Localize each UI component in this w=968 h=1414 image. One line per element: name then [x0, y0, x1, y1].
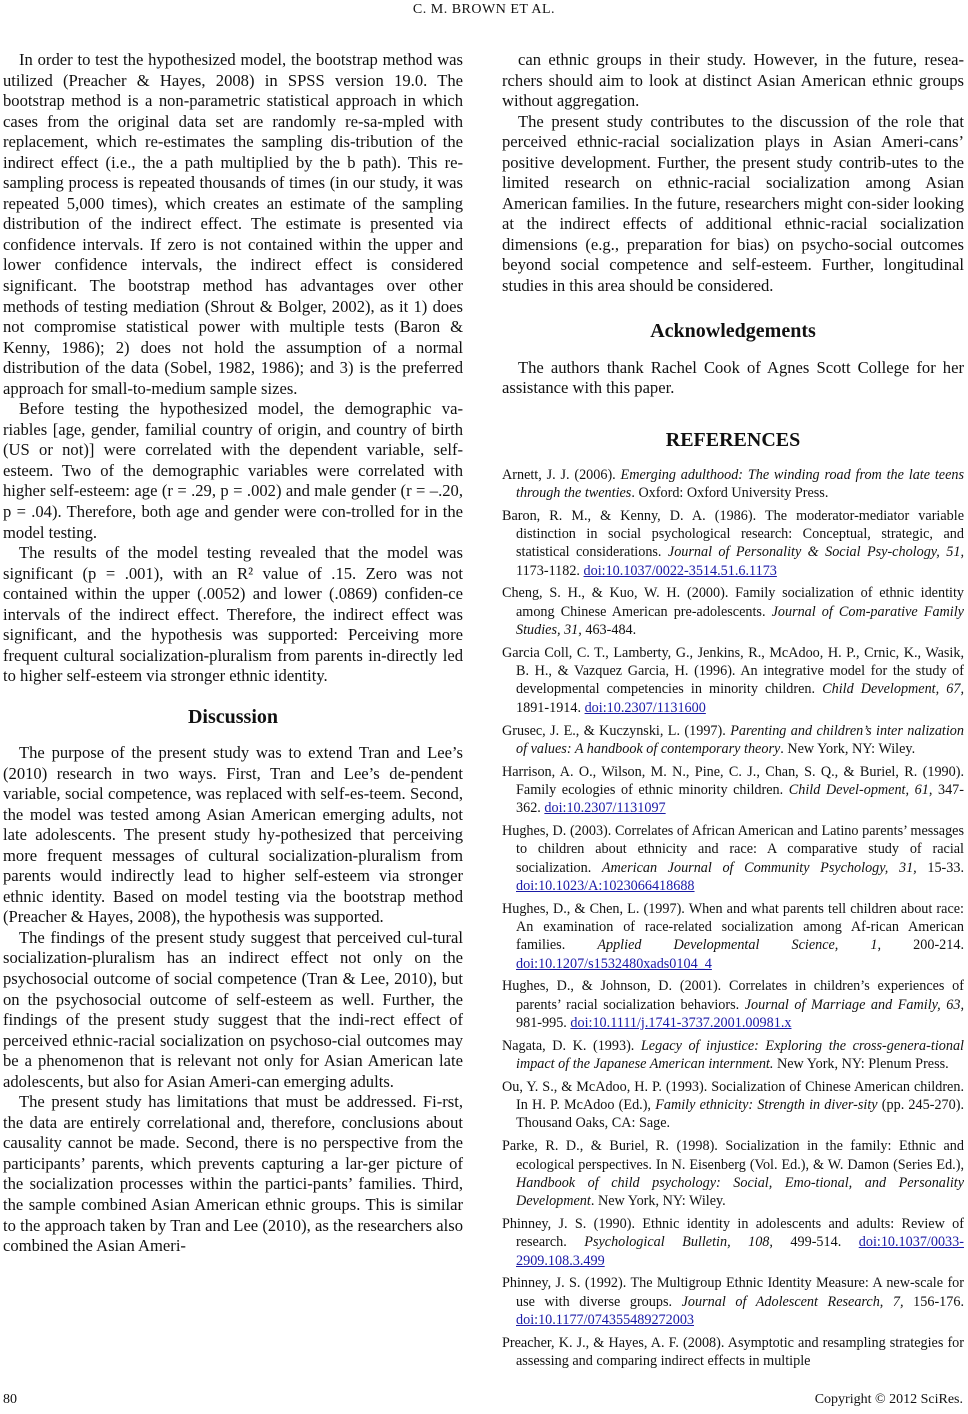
references-heading: REFERENCES	[665, 428, 801, 451]
reference-text: Grusec, J. E., & Kuczynski, L. (1997).	[502, 722, 731, 739]
doi-link[interactable]: doi:10.1177/074355489272003	[516, 1311, 695, 1328]
reference-source: Journal of Adolescent Research, 7,	[681, 1293, 904, 1310]
reference-text: 463-484.	[581, 622, 637, 639]
reference-text: Hughes, D., & Chen, L. (1997). When and what parents tell children about race: An examination of race-related socialization among Af-rican American families.	[502, 900, 964, 954]
reference-text: . New York, NY: Wiley.	[590, 1193, 726, 1210]
acknowledgements-text: The authors thank Rachel Cook of Agnes Scott College for her assistance with this paper.	[502, 357, 964, 398]
reference-entry	[502, 507, 964, 580]
reference-source: Parenting and children’s inter nalization of values: A handbook of contemporary theory	[516, 722, 964, 757]
doi-link[interactable]: doi:10.1023/A:1023066418688	[516, 877, 695, 894]
reference-source: Psychological Bulletin, 108,	[584, 1234, 773, 1251]
reference-text: Harrison, A. O., Wilson, M. N., Pine, C. J., Chan, S. Q., & Buriel, R. (1990). Family ecologies of ethnic minority children.	[502, 763, 964, 798]
body-paragraph-demographics: Before testing the hypothesized model, the demographic va-riables [age, gender, familial country of origin, and country of birth (US or not)] were correlated with the dependent variable, self-esteem. Two of the demographic variables were correlated with higher self-esteem: age (r = .29, p = .002) and male gender (r = –.20, p = .04). Therefore, both age and gender were con-trolled for in the model testing.	[3, 399, 463, 542]
reference-source: Journal of Personality & Social Psy-chology, 51,	[667, 544, 964, 561]
left-column	[3, 50, 463, 1257]
body-paragraph-continued: can ethnic groups in their study. However, in the future, resea-rchers should aim to look at distinct Asian American ethnic groups without aggregation.	[502, 50, 964, 111]
doi-link[interactable]: doi:10.1037/0033-2909.108.3.499	[516, 1234, 964, 1269]
right-column	[502, 50, 964, 1375]
reference-entry	[502, 466, 964, 503]
reference-entry	[502, 1078, 964, 1133]
reference-text: 347-362.	[516, 781, 964, 817]
reference-entry	[502, 977, 964, 1032]
reference-entry	[502, 644, 964, 717]
reference-text: Phinney, J. S. (1992). The Multigroup Ethnic Identity Measure: A new-scale for use with diverse groups.	[502, 1275, 964, 1310]
doi-link[interactable]: doi:10.1207/s1532480xads0104_4	[516, 955, 712, 972]
discussion-paragraph-purpose: The purpose of the present study was to extend Tran and Lee’s (2010) research in two ways. First, Tran and Lee’s de-pendent variable, social competence, was replaced with self-es-teem. Second, the model was tested among Asian American emerging adults, not late adolescents. The present study hy-pothesized that perceiving more frequent messages of cultural socialization-pluralism from parents would indirectly lead to higher self-esteem via stronger ethnic identity. Based on model testing via the bootstrap method (Preacher & Hayes, 2008), the hypothesis was supported.	[3, 742, 463, 927]
reference-entry	[502, 1137, 964, 1210]
reference-text: 156-176.	[903, 1293, 964, 1310]
reference-entry	[502, 1037, 964, 1074]
reference-text: Parke, R. D., & Buriel, R. (1998). Socialization in the family: Ethnic and ecological perspectives. In N. Eisenberg (Vol. Ed.), & W. Damon (Series Ed.),	[502, 1138, 964, 1173]
body-paragraph-contributions: The present study contributes to the discussion of the role that perceived ethnic-racial socialization plays in Asian Ameri-cans’ positive development. Further, the present study contrib-utes to the limited research on ethnic-racial socialization among Asian American families. In the future, researchers might con-sider looking at the indirect effects of additional ethnic-racial socialization dimensions (e.g., preparation for bias) on psycho-social outcomes beyond social competence and self-esteem. Further, longitudinal studies in this area should be considered.	[502, 111, 964, 296]
reference-text: 1891-1914.	[516, 699, 585, 716]
acknowledgements-heading: Acknowledgements	[650, 319, 816, 342]
reference-source: Journal of Com-parative Family Studies, 31,	[516, 603, 964, 639]
doi-link[interactable]: doi:10.2307/1131600	[584, 699, 706, 716]
reference-source: Child Devel-opment, 61,	[788, 781, 933, 798]
reference-source: Family ethnicity: Strength in diver-sity	[655, 1097, 878, 1114]
reference-text: . Oxford: Oxford University Press.	[631, 484, 829, 501]
reference-entry	[502, 584, 964, 639]
discussion-paragraph-limitations: The present study has limitations that must be addressed. Fi-rst, the data are entirely correlational and, therefore, conclusions about causality cannot be made. Second, there is no perspective from the participants’ parents, which prevents capturing a lar-ger picture of the socialization processes within the partici-pants’ families. Third, the sample combined Asian American ethnic groups. This is similar to the approach taken by Tran and Lee (2010), as the researchers also combined the Asian Ameri-	[3, 1092, 463, 1256]
reference-entry	[502, 822, 964, 895]
reference-source: Handbook of child psychology: Social, Emo-tional, and Personality Development	[516, 1174, 964, 1210]
reference-text: 200-214.	[881, 937, 964, 954]
reference-source: American Journal of Community Psychology, 31,	[601, 859, 917, 876]
reference-text: New York, NY: Plenum Press.	[773, 1056, 949, 1073]
body-paragraph-bootstrap: In order to test the hypothesized model, the bootstrap method was utilized (Preacher & Hayes, 2008) in SPSS version 19.0. The bootstrap method is a non-parametric statistical approach in which cases from the original data set are randomly re-sa-mpled with replacement, which re-estimates the sampling dis-tribution of the indirect effect (i.e., the a path multiplied by the b path). This re-sampling process is repeated thousands of times (in our study, it was repeated 5,000 times), which creates an estimate of the sampling distribution of the indirect effect. The estimate is presented via confidence intervals. If zero is not contained within the upper and lower confidence intervals, the indirect effect is considered significant. The bootstrap method has advantages over other methods of testing mediation (Shrout & Bolger, 2002), as it 1) does not compromise statistical power with multiple tests (Baron & Kenny, 1986); 2) does not hold the assumption of a normal distribution of the data (Sobel, 1982, 1986); and 3) is the preferred approach for small-to-medium sample sizes.	[3, 50, 463, 398]
reference-text: Ou, Y. S., & McAdoo, H. P. (1993). Socialization of Chinese American children. In H. P. McAdoo (Ed.),	[502, 1078, 964, 1114]
reference-text: 1173-1182.	[516, 562, 584, 579]
doi-link[interactable]: doi:10.2307/1131097	[544, 800, 666, 817]
reference-list	[502, 466, 964, 1371]
reference-text: 981-995.	[516, 1014, 571, 1031]
reference-text: Hughes, D. (2003). Correlates of African American and Latino parents’ messages to children about ethnicity and race: A comparative study of racial socialization.	[502, 823, 964, 876]
reference-text: Baron, R. M., & Kenny, D. A. (1986). The moderator-mediator variable distinction in social psychological research: Conceptual, strategic, and statistical considerations.	[502, 507, 964, 561]
discussion-heading: Discussion	[187, 705, 279, 728]
reference-text: (pp. 245-270). Thousand Oaks, CA: Sage.	[516, 1097, 964, 1132]
reference-source: Applied Developmental Science, 1,	[597, 937, 882, 954]
doi-link[interactable]: doi:10.1037/0022-3514.51.6.1173	[583, 562, 777, 579]
reference-text: 15-33.	[916, 859, 965, 876]
reference-entry	[502, 1215, 964, 1270]
reference-text: . New York, NY: Wiley.	[780, 740, 916, 757]
discussion-paragraph-findings: The findings of the present study suggest that perceived cul-tural socialization-pluralism has an indirect effect not only on the psychosocial outcome of social competence (Tran & Lee, 2010), but on the psychosocial outcome of self-esteem as well. Further, the findings of the present study suggest that the indi-rect effect of perceived ethnic-racial socialization on psychoso-cial outcomes may be a phenomenon that is relevant not only for Asian American late adolescents, but also for Asian Ameri-can emerging adults.	[3, 927, 463, 1091]
reference-text: 499-514.	[772, 1234, 859, 1251]
reference-entry	[502, 763, 964, 818]
reference-text: Preacher, K. J., & Hayes, A. F. (2008). Asymptotic and resampling strategies for assessing and comparing indirect effects in multiple	[502, 1334, 964, 1370]
reference-text: Arnett, J. J. (2006).	[502, 466, 621, 483]
reference-text: Nagata, D. K. (1993).	[502, 1037, 641, 1054]
doi-link[interactable]: doi:10.1111/j.1741-3737.2001.00981.x	[570, 1014, 792, 1031]
reference-source: Emerging adulthood: The winding road from the late teens through the twenties	[516, 466, 964, 501]
reference-source: Legacy of injustice: Exploring the cross-genera-tional impact of the Japanese American internment.	[516, 1037, 964, 1073]
reference-text: Hughes, D., & Johnson, D. (2001). Correlates in children’s experiences of parents’ racial socialization behaviors.	[502, 978, 964, 1013]
reference-source: Journal of Marriage and Family, 63,	[744, 996, 964, 1013]
reference-text: Phinney, J. S. (1990). Ethnic identity in adolescents and adults: Review of research.	[502, 1215, 964, 1251]
reference-entry	[502, 1334, 964, 1371]
reference-text: Garcia Coll, C. T., Lamberty, G., Jenkins, R., McAdoo, H. P., Crnic, K., Wasik, B. H., & Vazquez Garcia, H. (1996). An integrative model for the study of developmental competencies in minority children.	[502, 644, 964, 698]
reference-source: Child Development, 67,	[822, 681, 964, 698]
reference-entry	[502, 900, 964, 973]
running-head: C. M. BROWN ET AL.	[412, 2, 556, 17]
page-number: 80	[3, 1392, 17, 1407]
reference-entry	[502, 722, 964, 759]
reference-text: Cheng, S. H., & Kuo, W. H. (2000). Family socialization of ethnic identity among Chinese American pre-adolescents.	[502, 585, 964, 620]
copyright-notice: Copyright © 2012 SciRes.	[814, 1392, 963, 1407]
reference-entry	[502, 1274, 964, 1329]
body-paragraph-results: The results of the model testing revealed that the model was significant (p = .001), with an R² value of .15. Zero was not contained within the upper (.0052) and lower (.0869) confiden-ce intervals of the indirect effect. Therefore, the indirect effect was significant, and the hypothesis was supported: Perceiving more frequent cultural socialization-pluralism from parents in-directly led to higher self-esteem via stronger ethnic identity.	[3, 543, 463, 686]
